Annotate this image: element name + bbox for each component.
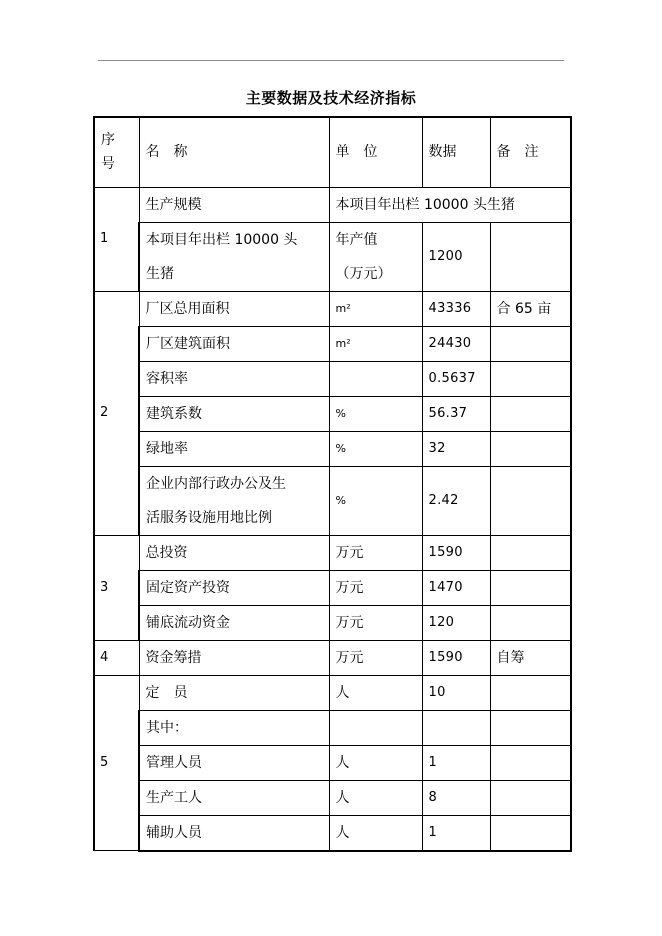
seq-cell: 1 [94,187,139,291]
table-row [94,780,571,815]
note-cell: 合 65 亩 [490,291,571,326]
header-unit: 单 位 [329,117,422,187]
name-cell: 生产规模 [139,187,329,222]
unit-cell: 人 [329,780,422,815]
name-cell: 厂区总用面积 [139,291,329,326]
note-cell: 自筹 [490,640,571,675]
name-cell: 厂区建筑面积 [139,326,329,361]
name-cell: 固定资产投资 [139,570,329,605]
note-cell [490,815,571,851]
name-cell: 企业内部行政办公及生 活服务设施用地比例 [139,466,329,535]
name-cell: 管理人员 [139,745,329,780]
unit-cell: 万元 [329,535,422,570]
value-cell: 1 [422,745,490,780]
unit-cell: m² [329,291,422,326]
name-cell: 生产工人 [139,780,329,815]
table-row [94,815,571,851]
name-cell: 辅助人员 [139,815,329,851]
unit-cell: % [329,396,422,431]
unit-cell: 万元 [329,570,422,605]
value-cell: 32 [422,431,490,466]
unit-cell: 年产值 （万元） [329,222,422,291]
unit-cell: 人 [329,675,422,710]
table-row [94,605,571,640]
value-cell: 2.42 [422,466,490,535]
unit-cell: 人 [329,745,422,780]
header-data: 数据 [422,117,490,187]
unit-cell: % [329,466,422,535]
value-cell: 1590 [422,535,490,570]
note-cell [490,326,571,361]
seq-cell: 5 [94,675,139,851]
table-row [94,640,571,675]
table-row [94,187,571,222]
seq-cell: 4 [94,640,139,675]
seq-cell: 3 [94,535,139,640]
indicator-table [93,116,572,852]
table-row [94,535,571,570]
name-cell: 资金筹措 [139,640,329,675]
table-row [94,361,571,396]
value-cell [422,710,490,745]
name-cell: 本项目年出栏 10000 头 生猪 [139,222,329,291]
unit-cell [329,361,422,396]
note-cell [490,780,571,815]
value-cell: 8 [422,780,490,815]
note-cell [490,535,571,570]
header-name: 名 称 [139,117,329,187]
note-cell [490,222,571,291]
note-cell [490,605,571,640]
table-row [94,675,571,710]
value-cell: 56.37 [422,396,490,431]
name-cell: 容积率 [139,361,329,396]
seq-cell: 2 [94,291,139,535]
unit-cell: 人 [329,815,422,851]
name-cell: 其中： [139,710,329,745]
table-header-row [94,117,571,187]
note-cell [490,675,571,710]
value-cell: 120 [422,605,490,640]
note-cell [490,361,571,396]
value-cell: 24430 [422,326,490,361]
page-title: 主要数据及技术经济指标 [245,89,417,107]
unit-cell [329,710,422,745]
note-cell [490,570,571,605]
header-seq: 序 号 [94,117,139,187]
value-cell: 1 [422,815,490,851]
table-row [94,291,571,326]
value-cell: 1200 [422,222,490,291]
name-cell: 绿地率 [139,431,329,466]
table-row [94,431,571,466]
name-cell: 铺底流动资金 [139,605,329,640]
unit-cell: 万元 [329,605,422,640]
table-row [94,570,571,605]
table-row [94,326,571,361]
table-row [94,396,571,431]
value-cell: 1590 [422,640,490,675]
note-cell [490,710,571,745]
name-cell: 建筑系数 [139,396,329,431]
table-row [94,745,571,780]
value-cell: 43336 [422,291,490,326]
header-rule [98,60,564,61]
note-cell [490,431,571,466]
value-cell: 10 [422,675,490,710]
unit-cell: 万元 [329,640,422,675]
note-cell [490,466,571,535]
name-cell: 总投资 [139,535,329,570]
header-note: 备 注 [490,117,571,187]
note-cell [490,745,571,780]
unit-cell: m² [329,326,422,361]
value-cell: 1470 [422,570,490,605]
name-cell: 定 员 [139,675,329,710]
unit-cell: % [329,431,422,466]
scale-cell: 本项目年出栏 10000 头生猪 [329,187,571,222]
note-cell [490,396,571,431]
table-row [94,466,571,535]
table-row [94,222,571,291]
value-cell: 0.5637 [422,361,490,396]
table-row [94,710,571,745]
